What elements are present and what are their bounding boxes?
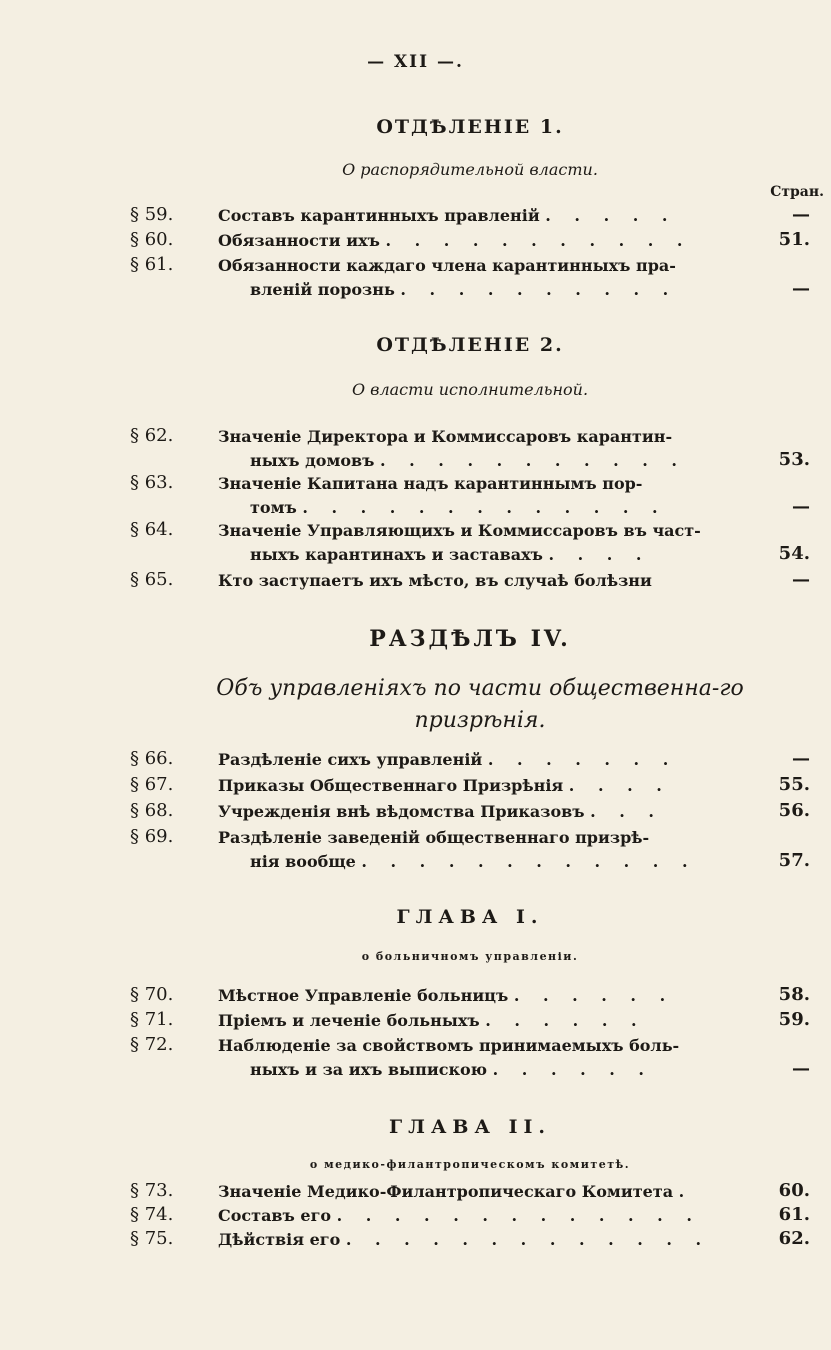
toc-entry xyxy=(130,569,810,595)
leader-dots: . . . . . . . . . . . . . xyxy=(336,1206,701,1225)
chapter-title-2: ГЛАВА II. xyxy=(389,1116,551,1138)
entry-title: Обязанности каждаго члена карантинныхъ пра- xyxy=(218,256,676,275)
section-title-2: ОТДѢЛЕНІЕ 2. xyxy=(376,334,564,356)
entry-title: Составъ его xyxy=(218,1206,332,1225)
entry-page: 55. xyxy=(778,774,810,795)
entry-number: § 66. xyxy=(130,748,174,769)
section-subtitle-1: О распорядительной власти. xyxy=(342,160,598,179)
entry-page: 56. xyxy=(778,800,810,821)
entry-number: § 59. xyxy=(130,204,174,225)
toc-entry xyxy=(130,826,810,876)
leader-dots: . . . . xyxy=(548,545,651,564)
entry-page: — xyxy=(792,1058,810,1079)
chapter-subtitle-1: о больничномъ управленіи. xyxy=(361,950,579,963)
leader-dots: . . . . . . xyxy=(492,1060,653,1079)
leader-dots: . . . . . . . . . . . . . xyxy=(302,498,667,517)
leader-dots: . . . . xyxy=(568,776,671,795)
leader-dots: . . . . . xyxy=(545,206,677,225)
toc-entry xyxy=(130,472,810,522)
entry-number: § 69. xyxy=(130,826,174,847)
entry-title-cont: ныхъ и за ихъ выпискою xyxy=(250,1060,488,1079)
chapter-subtitle-2: о медико-филантропическомъ комитетѣ. xyxy=(309,1158,631,1171)
entry-number: § 71. xyxy=(130,1009,174,1030)
section-subtitle-2: О власти исполнительной. xyxy=(351,380,589,399)
leader-dots: . . . . . . . . . . . xyxy=(385,231,692,250)
entry-number: § 74. xyxy=(130,1204,174,1225)
entry-title: Раздѣленіе сихъ управленій xyxy=(218,750,483,769)
entry-page: — xyxy=(792,748,810,769)
toc-entry xyxy=(130,519,810,569)
entry-title: Дѣйствія его xyxy=(218,1230,341,1249)
entry-number: § 70. xyxy=(130,984,174,1005)
entry-page: — xyxy=(792,569,810,590)
entry-title: Составъ карантинныхъ правленій xyxy=(218,206,540,225)
entry-page: — xyxy=(792,496,810,517)
toc-entry xyxy=(130,984,810,1010)
section-title-1: ОТДѢЛЕНІЕ 1. xyxy=(376,116,564,138)
entry-title: Кто заступаетъ ихъ мѣсто, въ случаѣ болѣзни xyxy=(218,571,652,590)
entry-page: 62. xyxy=(778,1228,810,1249)
entry-title: Наблюденіе за свойствомъ принимаемыхъ боль- xyxy=(218,1036,680,1055)
leader-dots: . . . . . . . . . . xyxy=(400,280,678,299)
entry-number: § 68. xyxy=(130,800,174,821)
toc-entry xyxy=(130,800,810,826)
leader-dots: . . . . . . xyxy=(513,986,675,1005)
entry-number: § 62. xyxy=(130,425,174,446)
entry-title: Пріемъ и леченіе больныхъ xyxy=(218,1011,480,1030)
entry-number: § 64. xyxy=(130,519,174,540)
entry-page: 58. xyxy=(778,984,810,1005)
entry-number: § 63. xyxy=(130,472,174,493)
entry-title: Обязанности ихъ xyxy=(218,231,380,250)
entry-title-cont: нія вообще xyxy=(250,852,356,871)
leader-dots: . . . . . . . . . . . . . xyxy=(345,1230,711,1249)
entry-page: 51. xyxy=(778,229,810,250)
leader-dots: . . . . . . . xyxy=(487,750,678,769)
razdel-title: РАЗДѢЛЪ IV. xyxy=(369,626,571,652)
entry-page: 57. xyxy=(778,850,810,871)
page-column-header: Стран. xyxy=(770,184,824,200)
chapter-title-1: ГЛАВА I. xyxy=(396,906,544,928)
entry-title: Раздѣленіе заведеній общественнаго призрѣ- xyxy=(218,828,650,847)
entry-number: § 61. xyxy=(130,254,174,275)
toc-entry xyxy=(130,1204,810,1230)
entry-title-cont: ныхъ карантинахъ и заставахъ xyxy=(250,545,543,564)
entry-page: 61. xyxy=(778,1204,810,1225)
entry-title-cont: томъ xyxy=(250,498,297,517)
leader-dots: . . . . . . xyxy=(485,1011,646,1030)
entry-page: — xyxy=(792,204,810,225)
entry-number: § 73. xyxy=(130,1180,174,1201)
toc-entry xyxy=(130,1009,810,1035)
toc-entry xyxy=(130,748,810,774)
page-folio: — XII —. xyxy=(367,52,464,72)
entry-title-cont: ныхъ домовъ xyxy=(250,451,375,470)
toc-entry xyxy=(130,204,810,230)
toc-entry xyxy=(130,425,810,475)
entry-number: § 65. xyxy=(130,569,174,590)
leader-dots: . . . . . . . . . . . . xyxy=(361,852,697,871)
leader-dots: . . . xyxy=(590,802,663,821)
entry-title: Значеніе Управляющихъ и Коммиссаровъ въ част- xyxy=(218,521,701,540)
toc-entry xyxy=(130,1180,810,1206)
entry-title: Значеніе Капитана надъ карантиннымъ пор- xyxy=(218,474,643,493)
entry-title: Приказы Общественнаго Призрѣнія xyxy=(218,776,564,795)
entry-title: Мѣстное Управленіе больницъ xyxy=(218,986,509,1005)
entry-title: Значеніе Директора и Коммиссаровъ карантин- xyxy=(218,427,673,446)
leader-dots: . xyxy=(678,1182,694,1201)
entry-title: Значеніе Медико-Филантропическаго Комитета xyxy=(218,1182,674,1201)
entry-number: § 72. xyxy=(130,1034,174,1055)
entry-number: § 60. xyxy=(130,229,174,250)
razdel-subtitle: Объ управленіяхъ по части общественна-го призрѣнія. xyxy=(216,676,744,733)
toc-entry xyxy=(130,1034,810,1084)
toc-entry xyxy=(130,1228,810,1254)
toc-entry xyxy=(130,229,810,255)
toc-entry xyxy=(130,254,810,304)
entry-number: § 75. xyxy=(130,1228,174,1249)
entry-page: — xyxy=(792,278,810,299)
toc-entry xyxy=(130,774,810,800)
entry-title-cont: вленій порознь xyxy=(250,280,395,299)
entry-page: 59. xyxy=(778,1009,810,1030)
entry-page: 60. xyxy=(778,1180,810,1201)
leader-dots: . . . . . . . . . . . xyxy=(380,451,686,470)
entry-number: § 67. xyxy=(130,774,174,795)
entry-page: 54. xyxy=(778,543,810,564)
entry-page: 53. xyxy=(778,449,810,470)
entry-title: Учрежденія внѣ вѣдомства Приказовъ xyxy=(218,802,585,821)
